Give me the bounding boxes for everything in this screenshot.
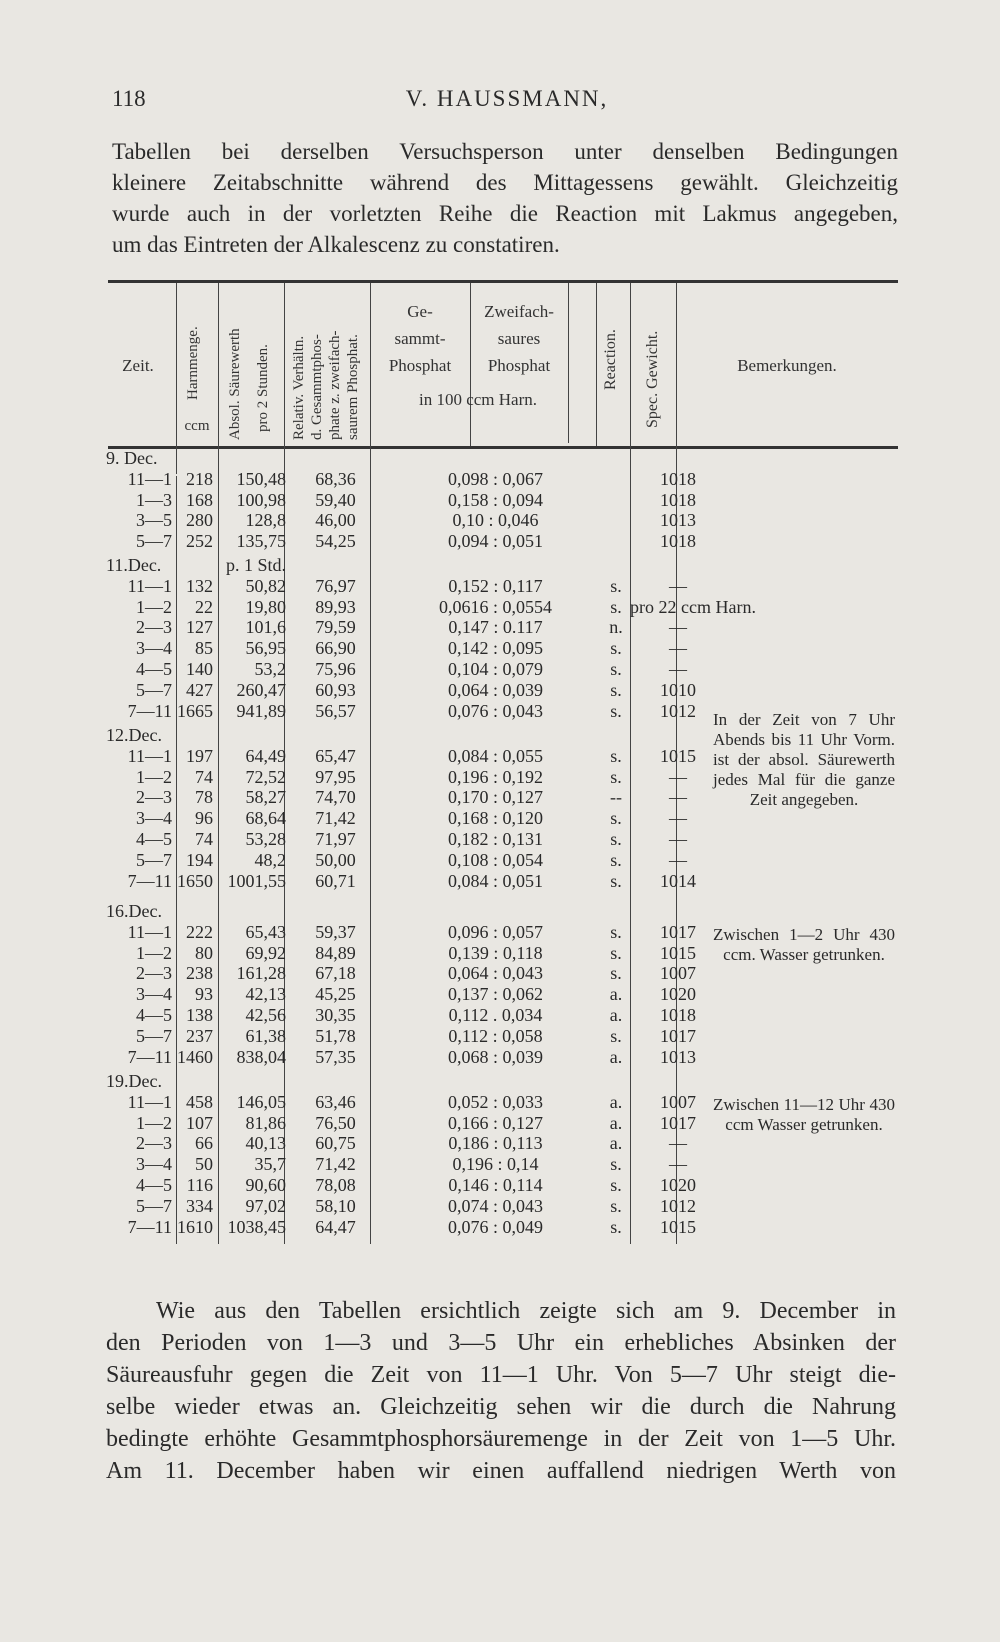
harnmenge-cell: 237 [186,1025,213,1046]
phosphat-cell: 0,147 : 0.117 [448,617,543,638]
absol-saeurewerth-cell: 53,28 [245,829,286,849]
header-gesammt-phosphat [370,298,470,379]
header-gesammt-l3: Phosphat [388,356,452,375]
harnmenge-cell: 93 [195,984,213,1005]
relativ-verhaeltnis-cell: 63,46 [315,1091,356,1112]
absol-saeurewerth-cell: 35,7 [254,1154,286,1175]
phosphat-cell: 0,112 : 0,058 [448,1025,543,1046]
phosphat-cell: 0,094 : 0,051 [447,531,543,552]
zeit-cell: 11—1 [127,468,172,489]
harnmenge-cell: 140 [186,659,213,679]
relativ-verhaeltnis-cell: 76,97 [315,575,356,596]
section-date: 11.Dec. [106,555,162,575]
absol-saeurewerth-cell: 50,82 [245,575,286,596]
absol-saeurewerth-cell: 69,92 [245,942,286,963]
relativ-verhaeltnis-cell: 57,35 [315,1046,356,1067]
phosphat-cell: 0,166 : 0,127 [447,1112,543,1133]
relativ-verhaeltnis-cell: 58,10 [315,1195,356,1216]
absol-saeurewerth-cell: 1038,45 [227,1216,286,1237]
zeit-cell: 11—1 [127,745,172,766]
spec-gewicht-cell: — [669,849,687,870]
absol-saeurewerth-cell: 42,56 [245,1005,286,1025]
phosphat-cell: 0,084 : 0,055 [447,745,543,766]
zeit-cell: 7—11 [127,870,172,891]
header-gesammt-l1: Ge- [407,302,433,321]
spec-gewicht-cell: 1015 [660,745,696,766]
reaction-cell: a. [609,984,623,1005]
spec-gewicht-cell: — [669,617,687,638]
reaction-cell: s. [610,700,622,721]
spec-gewicht-cell: — [669,766,687,787]
harnmenge-cell: 127 [186,617,213,638]
zeit-cell: 11—1 [127,1091,172,1112]
zeit-cell: 1—3 [136,489,172,510]
reaction-cell: -- [610,787,622,808]
spec-gewicht-cell: 1015 [660,1216,696,1237]
absol-saeurewerth-cell: 40,13 [245,1133,286,1154]
remark-16-dec: Zwischen 1—2 Uhr 430 ccm. Wasser getrunken. [713,925,895,964]
harnmenge-cell: 1610 [177,1216,213,1237]
absol-saeurewerth-cell: 81,86 [245,1112,286,1133]
phosphat-cell: 0,104 : 0,079 [447,659,543,679]
spec-gewicht-cell: 1018 [660,531,696,552]
absol-saeurewerth-cell: 19,80 [245,596,286,617]
phosphat-cell: 0,076 : 0,043 [447,700,543,721]
intro-line: um das Eintreten der Alkalescenz zu constatiren. [112,232,560,257]
relativ-verhaeltnis-cell: 67,18 [315,963,356,984]
harnmenge-cell: 1665 [177,700,213,721]
spec-gewicht-cell: — [669,575,687,596]
header-zweifach-l1: Zweifach- [484,302,554,321]
relativ-verhaeltnis-cell: 45,25 [315,984,356,1005]
phosphat-cell: 0,10 : 0,046 [452,510,539,531]
zeit-cell: 4—5 [136,1005,172,1025]
header-zweifach-l3: Phosphat [487,356,551,375]
reaction-cell: s. [610,659,622,679]
header-relativ-line4: saurem Phosphat. [345,334,361,440]
spec-gewicht-cell: — [669,787,687,808]
zeit-cell: 1—2 [136,596,172,617]
page-number: 118 [112,86,146,111]
spec-gewicht-cell: 1007 [660,963,696,984]
relativ-verhaeltnis-cell: 66,90 [315,638,356,659]
harnmenge-cell: 50 [195,1154,213,1175]
relativ-verhaeltnis-cell: 74,70 [315,787,356,808]
spec-gewicht-cell: 1010 [660,679,696,700]
absol-note: p. 1 Std. [225,555,286,575]
spec-gewicht-cell: 1018 [660,1005,696,1025]
absol-saeurewerth-cell: 65,43 [245,921,286,942]
zeit-cell: 7—11 [127,1046,172,1067]
harnmenge-cell: 334 [186,1195,213,1216]
reaction-cell: a. [609,1112,623,1133]
relativ-verhaeltnis-cell: 54,25 [315,531,356,552]
spec-gewicht-cell: 1013 [660,1046,696,1067]
harnmenge-cell: 1460 [177,1046,213,1067]
harnmenge-cell: 66 [195,1133,213,1154]
phosphat-cell: 0,108 : 0,054 [447,849,543,870]
harnmenge-cell: 85 [195,638,213,659]
outro-line: selbe wieder etwas an. Gleichzeitig sehen wir die durch die Nahrung [106,1394,896,1420]
page-header [112,86,902,116]
spec-gewicht-cell: 1014 [660,870,696,891]
harnmenge-cell: 74 [195,829,213,849]
absol-saeurewerth-cell: 100,98 [236,489,286,510]
spec-gewicht-cell: 1007 [660,1091,696,1112]
reaction-cell: a. [609,1091,623,1112]
column-divider [596,283,597,446]
relativ-verhaeltnis-cell: 56,57 [315,700,356,721]
harnmenge-cell: 218 [186,468,213,489]
zeit-cell: 4—5 [136,829,172,849]
spec-gewicht-cell: — [669,1133,687,1154]
harnmenge-cell: 80 [195,942,213,963]
intro-line: wurde auch in der vorletzten Reihe die Reaction mit Lakmus angegeben, [112,201,898,226]
relativ-verhaeltnis-cell: 60,75 [315,1133,356,1154]
absol-saeurewerth-cell: 260,47 [236,679,286,700]
phosphat-cell: 0,139 : 0,118 [448,942,543,963]
phosphat-cell: 0,0616 : 0,0554 [438,596,552,617]
absol-saeurewerth-cell: 42,13 [245,984,286,1005]
header-relativ-line2: d. Gesammtphos- [309,334,325,440]
header-spec-gewicht: Spec. Gewicht. [644,330,661,428]
zeit-cell: 3—4 [136,984,172,1005]
absol-saeurewerth-cell: 58,27 [245,787,286,808]
outro-line: Wie aus den Tabellen ersichtlich zeigte sich am 9. December in [156,1298,896,1324]
zeit-cell: 11—1 [127,575,172,596]
header-bemerkungen: Bemerkungen. [737,356,837,375]
spec-gewicht-cell: 1018 [660,468,696,489]
reaction-cell: s. [610,596,622,617]
harnmenge-cell: 22 [195,596,213,617]
relativ-verhaeltnis-cell: 97,95 [315,766,356,787]
relativ-verhaeltnis-cell: 84,89 [315,942,356,963]
intro-line: kleinere Zeitabschnitte während des Mittagessens gewählt. Gleichzeitig [112,170,898,195]
remark-19-dec: Zwischen 11—12 Uhr 430 ccm Wasser getrunken. [713,1095,895,1134]
absol-saeurewerth-cell: 128,8 [245,510,286,531]
absol-saeurewerth-cell: 64,49 [245,745,286,766]
reaction-cell: s. [610,942,622,963]
harnmenge-cell: 238 [186,963,213,984]
reaction-cell: n. [609,617,623,638]
zeit-cell: 4—5 [136,659,172,679]
spec-gewicht-cell: 1017 [660,1025,696,1046]
header-relativ-line3: phate z. zweifach- [327,330,343,440]
relativ-verhaeltnis-cell: 60,71 [315,870,356,891]
remark-11-dec: In der Zeit von 7 Uhr Abends bis 11 Uhr Vorm. ist der absol. Säurewerth jedes Mal für die ganze Zeit angegeben. [713,710,895,809]
relativ-verhaeltnis-cell: 75,96 [315,659,356,679]
harnmenge-cell: 107 [186,1112,213,1133]
zeit-cell: 7—11 [127,1216,172,1237]
reaction-cell: s. [610,808,622,829]
spec-gewicht-cell: — [669,808,687,829]
absol-saeurewerth-cell: 97,02 [245,1195,286,1216]
absol-saeurewerth-cell: 135,75 [236,531,286,552]
relativ-verhaeltnis-cell: 59,40 [315,489,356,510]
relativ-verhaeltnis-cell: 71,42 [315,808,356,829]
running-head: V. HAUSSMANN, [405,86,609,111]
phosphat-cell: 0,098 : 0,067 [447,468,543,489]
column-divider [568,283,569,393]
phosphat-cell: 0,052 : 0,033 [447,1091,543,1112]
section-date: 9. Dec. [106,448,158,468]
reaction-cell: a. [609,1005,623,1025]
relativ-verhaeltnis-cell: 46,00 [315,510,356,531]
spec-gewicht-cell: 1015 [660,942,696,963]
outro-line: Säureausfuhr gegen die Zeit von 11—1 Uhr. Von 5—7 Uhr steigt die- [106,1362,896,1388]
relativ-verhaeltnis-cell: 59,37 [315,921,356,942]
absol-saeurewerth-cell: 161,28 [236,963,286,984]
zeit-cell: 1—2 [136,766,172,787]
harnmenge-cell: 74 [195,766,213,787]
relativ-verhaeltnis-cell: 71,42 [315,1154,356,1175]
harnmenge-cell: 222 [186,921,213,942]
absol-saeurewerth-cell: 146,05 [236,1091,286,1112]
absol-saeurewerth-cell: 838,04 [236,1046,286,1067]
phosphat-cell: 0,196 : 0,192 [447,766,543,787]
phosphat-cell: 0,137 : 0,062 [447,984,543,1005]
relativ-verhaeltnis-cell: 79,59 [315,617,356,638]
zeit-cell: 3—4 [136,1154,172,1175]
absol-saeurewerth-cell: 48,2 [254,849,286,870]
phosphat-cell: 0,068 : 0,039 [447,1046,543,1067]
spec-gewicht-cell: 1020 [660,1175,696,1195]
zeit-cell: 2—3 [136,787,172,808]
reaction-cell: s. [610,849,622,870]
header-harnmenge: Harnmenge. [185,326,201,400]
zeit-cell: 7—11 [127,700,172,721]
harnmenge-cell: 168 [186,489,213,510]
header-phosphat-unit: in 100 ccm Harn. [418,390,538,409]
harnmenge-cell: 458 [186,1091,213,1112]
spec-gewicht-cell: 1017 [660,1112,696,1133]
relativ-verhaeltnis-cell: 68,36 [315,468,356,489]
reaction-cell: s. [610,766,622,787]
reaction-cell: s. [610,1216,622,1237]
zeit-cell: 1—2 [136,1112,172,1133]
spec-gewicht-cell: — [669,829,687,849]
reaction-cell: s. [610,1025,622,1046]
harnmenge-cell: 194 [186,849,213,870]
reaction-cell: a. [609,1133,623,1154]
harnmenge-cell: 96 [195,808,213,829]
header-zweifach-phosphat [470,298,568,379]
phosphat-cell: 0,064 : 0,043 [447,963,543,984]
harnmenge-cell: 1650 [177,870,213,891]
phosphat-cell: 0,146 : 0,114 [448,1175,543,1195]
data-table [108,280,898,1270]
relativ-verhaeltnis-cell: 60,93 [315,679,356,700]
intro-paragraph [112,136,898,260]
header-zweifach-l2: saures [497,329,541,348]
reaction-cell: s. [610,1154,622,1175]
zeit-cell: 3—5 [136,510,172,531]
reaction-cell: s. [610,679,622,700]
spec-gewicht-cell: 1018 [660,489,696,510]
zeit-cell: 2—3 [136,963,172,984]
harnmenge-cell: 252 [186,531,213,552]
phosphat-cell: 0,096 : 0,057 [447,921,543,942]
section-date: 16.Dec. [106,901,162,921]
header-harnmenge-unit: ccm [184,418,210,434]
spec-gewicht-cell: 1013 [660,510,696,531]
phosphat-cell: 0,196 : 0,14 [452,1154,539,1175]
reaction-cell: s. [610,921,622,942]
outro-line: den Perioden von 1—3 und 3—5 Uhr ein erhebliches Absinken der [106,1330,896,1356]
spec-gewicht-cell: 1012 [660,700,696,721]
absol-saeurewerth-cell: 53,2 [254,659,286,679]
zeit-cell: 5—7 [136,1025,172,1046]
harnmenge-cell: 138 [186,1005,213,1025]
phosphat-cell: 0,168 : 0,120 [447,808,543,829]
zeit-cell: 5—7 [136,679,172,700]
harnmenge-cell: 116 [186,1175,213,1195]
header-absol-line1: Absol. Säurewerth [227,328,243,440]
relativ-verhaeltnis-cell: 64,47 [315,1216,356,1237]
absol-saeurewerth-cell: 68,64 [245,808,286,829]
absol-saeurewerth-cell: 1001,55 [227,870,286,891]
spec-gewicht-cell: 1020 [660,984,696,1005]
reaction-cell: a. [609,1046,623,1067]
reaction-cell: s. [610,870,622,891]
phosphat-cell: 0,142 : 0,095 [447,638,543,659]
absol-saeurewerth-cell: 72,52 [245,766,286,787]
relativ-verhaeltnis-cell: 89,93 [315,596,356,617]
harnmenge-cell: 280 [186,510,213,531]
relativ-verhaeltnis-cell: 76,50 [315,1112,356,1133]
relativ-verhaeltnis-cell: 50,00 [315,849,356,870]
zeit-cell: 2—3 [136,617,172,638]
section-date: 12.Dec. [106,725,162,745]
spec-gewicht-cell: — [669,659,687,679]
zeit-cell: 4—5 [136,1175,172,1195]
outro-line: Am 11. December haben wir einen auffallend niedrigen Werth von [106,1458,896,1484]
phosphat-cell: 0,158 : 0,094 [447,489,543,510]
relativ-verhaeltnis-cell: 65,47 [315,745,356,766]
phosphat-cell: 0,074 : 0,043 [447,1195,543,1216]
absol-saeurewerth-cell: 90,60 [245,1175,286,1195]
reaction-cell: s. [610,963,622,984]
reaction-cell: s. [610,1175,622,1195]
absol-saeurewerth-cell: 56,95 [245,638,286,659]
relativ-verhaeltnis-cell: 78,08 [315,1175,356,1195]
reaction-cell: s. [610,1195,622,1216]
section-date: 19.Dec. [106,1071,162,1091]
reaction-cell: s. [610,575,622,596]
header-relativ-line1: Relativ. Verhältn. [291,335,307,440]
phosphat-cell: 0,084 : 0,051 [447,870,543,891]
intro-line: Tabellen bei derselben Versuchsperson unter denselben Bedingungen [112,139,898,164]
reaction-cell: s. [610,829,622,849]
reaction-cell: s. [610,745,622,766]
harnmenge-cell: 78 [195,787,213,808]
relativ-verhaeltnis-cell: 71,97 [315,829,356,849]
zeit-cell: 5—7 [136,531,172,552]
header-gesammt-l2: sammt- [394,329,446,348]
outro-line: bedingte erhöhte Gesammtphosphorsäuremenge in der Zeit von 1—5 Uhr. [106,1426,896,1452]
zeit-cell: 11—1 [127,921,172,942]
spec-gewicht-cell: 1012 [660,1195,696,1216]
zeit-cell: 1—2 [136,942,172,963]
absol-saeurewerth-cell: 101,6 [245,617,286,638]
phosphat-cell: 0,186 : 0,113 [448,1133,543,1154]
relativ-verhaeltnis-cell: 51,78 [315,1025,356,1046]
phosphat-cell: 0,064 : 0,039 [447,679,543,700]
outro-paragraph [106,1295,896,1487]
absol-saeurewerth-cell: 941,89 [236,700,286,721]
phosphat-cell: 0,112 . 0,034 [448,1005,543,1025]
phosphat-cell: 0,152 : 0,117 [448,575,543,596]
zeit-cell: 2—3 [136,1133,172,1154]
spec-gewicht-cell: pro 22 ccm Harn. [630,596,756,617]
zeit-cell: 3—4 [136,808,172,829]
absol-saeurewerth-cell: 61,38 [245,1025,286,1046]
phosphat-cell: 0,076 : 0,049 [447,1216,543,1237]
table-top-rule [108,280,898,283]
harnmenge-cell: 132 [186,575,213,596]
table-header-rule [108,446,898,449]
spec-gewicht-cell: — [669,1154,687,1175]
harnmenge-cell: 197 [186,745,213,766]
harnmenge-cell: 427 [186,679,213,700]
header-zeit: Zeit. [122,356,154,375]
zeit-cell: 5—7 [136,1195,172,1216]
phosphat-cell: 0,170 : 0,127 [447,787,543,808]
header-absol-line2: pro 2 Stunden. [255,344,271,432]
spec-gewicht-cell: — [669,638,687,659]
spec-gewicht-cell: 1017 [660,921,696,942]
phosphat-cell: 0,182 : 0,131 [447,829,543,849]
absol-saeurewerth-cell: 150,48 [236,468,286,489]
zeit-cell: 3—4 [136,638,172,659]
zeit-cell: 5—7 [136,849,172,870]
relativ-verhaeltnis-cell: 30,35 [315,1005,356,1025]
reaction-cell: s. [610,638,622,659]
header-reaction: Reaction. [602,329,619,390]
